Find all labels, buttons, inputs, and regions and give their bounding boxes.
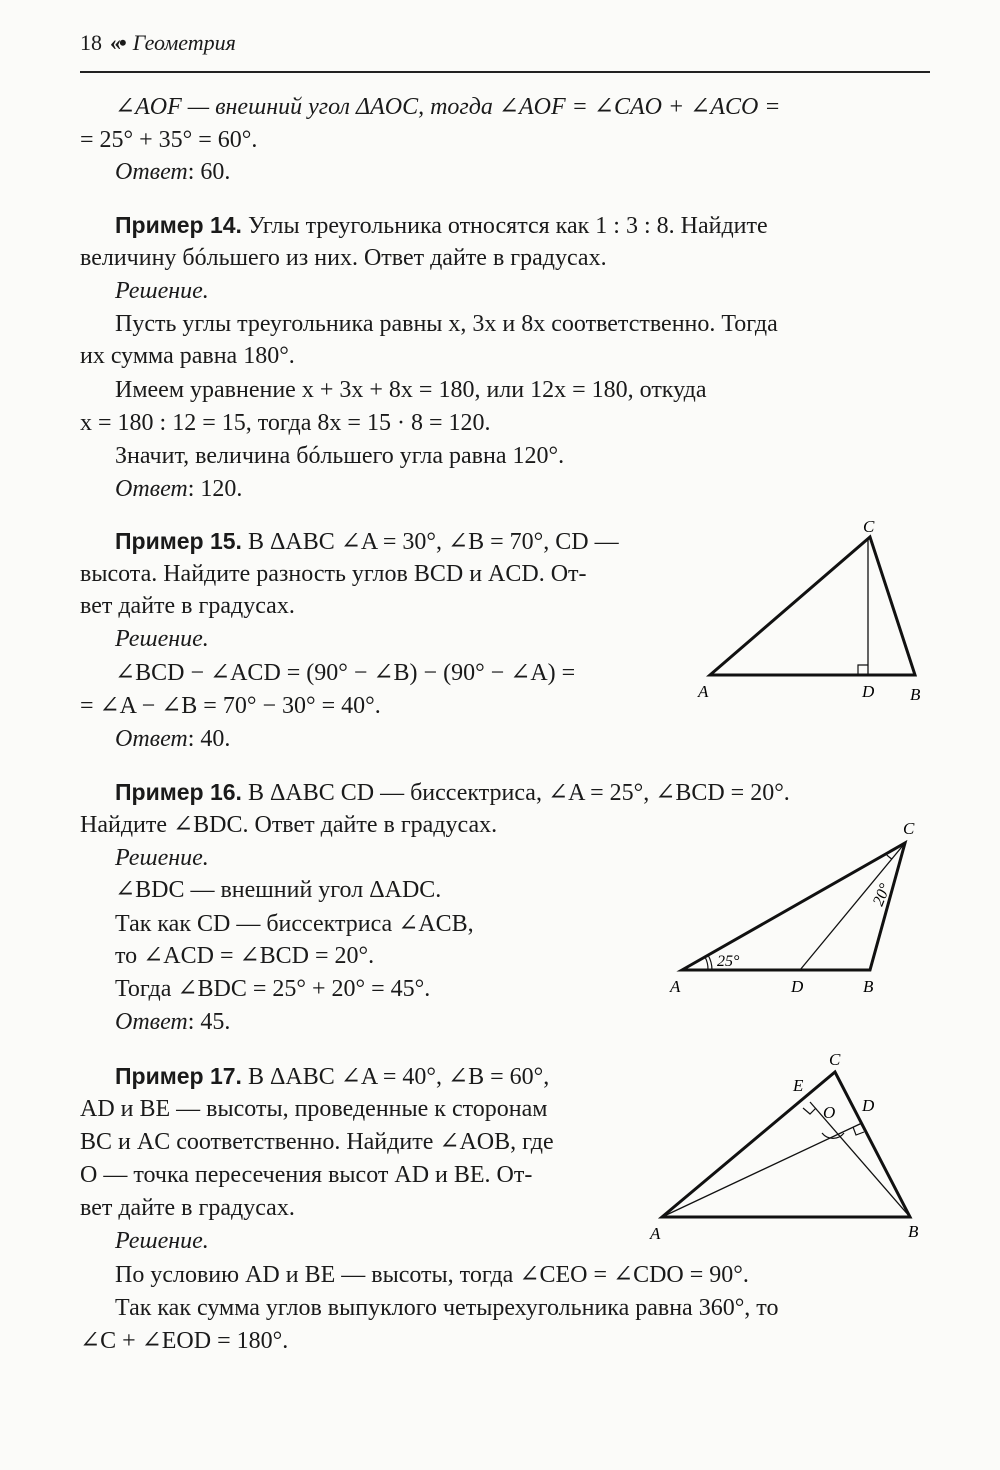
angle-c-value: 20° — [869, 881, 895, 909]
ex14-text-1: Углы треугольника относятся как 1 : 3 : 8. Найдите — [241, 213, 768, 239]
ex16-answer — [115, 1006, 230, 1038]
ex17-text-1: В ΔABC ∠A = 40°, ∠B = 60°, — [241, 1064, 550, 1090]
intro-line-1: ∠AOF — внешний угол ΔAOC, тогда ∠AOF = ∠CAO + ∠ACO = — [115, 94, 781, 120]
label-b: B — [863, 977, 874, 996]
ex15-line-5: = ∠A − ∠B = 70° − 30° = 40°. — [80, 693, 381, 719]
angle-a-value: 25° — [717, 953, 740, 970]
triangle-abc — [682, 843, 905, 970]
ex16-text-1: В ΔABC CD — биссектриса, ∠A = 25°, ∠BCD = 20°. — [241, 780, 790, 806]
ex16-line-4: Так как CD — биссектриса ∠ACB, — [115, 911, 474, 937]
answer-value: : 40. — [187, 726, 231, 752]
triangle-abc — [662, 1072, 910, 1217]
ex16-line-3: ∠BDC — внешний угол ΔADC. — [115, 877, 442, 903]
answer-label: Ответ — [115, 726, 188, 752]
ex17-line-8: ∠C + ∠EOD = 180°. — [80, 1328, 289, 1354]
ex14-answer — [115, 473, 242, 505]
ex17-line-2: AD и BE — высоты, проведенные к сторонам — [80, 1096, 548, 1122]
ex17-figure — [640, 1045, 940, 1245]
ex14-solution-label: Решение. — [115, 278, 209, 304]
ex15-text-1: В ΔABC ∠A = 30°, ∠B = 70°, CD — — [241, 529, 619, 555]
answer-value: : 120. — [187, 476, 243, 502]
running-header — [80, 30, 236, 56]
ex15-line-4: ∠BCD − ∠ACD = (90° − ∠B) − (90° − ∠A) = — [115, 660, 576, 686]
ex15-solution-label: Решение. — [115, 626, 209, 652]
label-b: B — [908, 1222, 919, 1241]
ex17-line-5: вет дайте в градусах. — [80, 1195, 295, 1221]
intro-answer — [115, 156, 230, 188]
ex14-line-6: x = 180 : 12 = 15, тогда 8x = 15 · 8 = 120. — [80, 410, 491, 436]
angle-a-arc — [705, 957, 708, 970]
answer-label: Ответ — [115, 159, 188, 185]
label-o: O — [823, 1103, 836, 1122]
ex15-figure — [690, 510, 940, 710]
ex15-line-1 — [115, 525, 619, 558]
ex16-solution-label: Решение. — [115, 845, 209, 871]
label-a: A — [650, 1224, 661, 1243]
example-16-label: Пример 16. — [115, 779, 242, 805]
ex17-line-4: O — точка пересечения высот AD и BE. От- — [80, 1162, 533, 1188]
triangle-abc — [710, 537, 915, 675]
ex14-line-5: Имеем уравнение x + 3x + 8x = 180, или 12x = 180, откуда — [115, 377, 707, 403]
ex15-line-2: высота. Найдите разность углов BCD и ACD. От- — [80, 561, 587, 587]
ex14-line-2: величину бóльшего из них. Ответ дайте в градусах. — [80, 245, 607, 271]
header-separator: «• — [110, 30, 125, 55]
ex17-line-3: BC и AC соответственно. Найдите ∠AOB, где — [80, 1129, 554, 1155]
bisector-cd — [800, 843, 905, 970]
right-angle-e — [803, 1108, 816, 1114]
page-number: 18 — [80, 30, 102, 55]
answer-label: Ответ — [115, 476, 188, 502]
ex14-line-1 — [115, 209, 768, 242]
example-17-label: Пример 17. — [115, 1063, 242, 1089]
example-14-label: Пример 14. — [115, 212, 242, 238]
section-title: Геометрия — [132, 30, 236, 55]
label-a: A — [670, 977, 681, 996]
label-a: A — [698, 682, 709, 701]
angle-c-arc — [886, 854, 892, 859]
answer-value: : 45. — [187, 1009, 231, 1035]
label-c: C — [903, 819, 915, 838]
right-angle-d — [853, 1127, 864, 1135]
ex14-line-4: их сумма равна 180°. — [80, 343, 295, 369]
answer-label: Ответ — [115, 1009, 188, 1035]
label-d: D — [791, 977, 804, 996]
label-b: B — [910, 685, 921, 704]
ex16-line-2: Найдите ∠BDC. Ответ дайте в градусах. — [80, 812, 498, 838]
ex17-line-7: Так как сумма углов выпуклого четырехугольника равна 360°, то — [115, 1295, 779, 1321]
height-ad — [662, 1123, 862, 1217]
ex16-line-5: то ∠ACD = ∠BCD = 20°. — [115, 943, 375, 969]
ex17-line-1 — [115, 1060, 549, 1093]
ex14-line-3: Пусть углы треугольника равны x, 3x и 8x соответственно. Тогда — [115, 311, 778, 337]
ex14-line-7: Значит, величина бóльшего угла равна 120°. — [115, 443, 565, 469]
ex16-line-1 — [115, 776, 790, 809]
label-d: D — [862, 1096, 875, 1115]
header-rule — [80, 71, 930, 73]
ex16-figure — [660, 815, 940, 1000]
ex16-line-6: Тогда ∠BDC = 25° + 20° = 45°. — [115, 976, 431, 1002]
answer-value: : 60. — [187, 159, 231, 185]
ex17-solution-label: Решение. — [115, 1228, 209, 1254]
ex17-line-6: По условию AD и BE — высоты, тогда ∠CEO = ∠CDO = 90°. — [115, 1262, 749, 1288]
label-e: E — [793, 1076, 804, 1095]
angle-a-arc-2 — [708, 955, 712, 970]
intro-line-2: = 25° + 35° = 60°. — [80, 127, 258, 153]
label-c: C — [829, 1050, 841, 1069]
label-c: C — [863, 517, 875, 536]
example-15-label: Пример 15. — [115, 528, 242, 554]
label-d: D — [862, 682, 875, 701]
ex15-line-3: вет дайте в градусах. — [80, 593, 295, 619]
ex15-answer — [115, 723, 230, 755]
